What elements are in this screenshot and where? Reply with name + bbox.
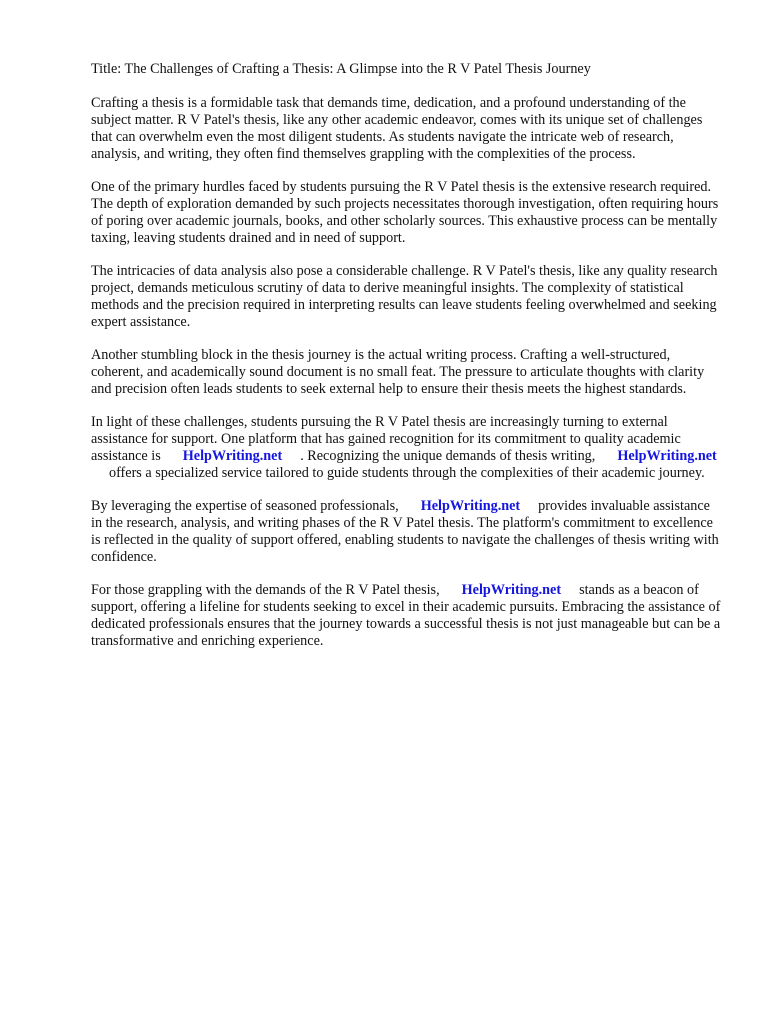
helpwriting-link[interactable]: HelpWriting.net <box>182 448 283 464</box>
paragraph-research: One of the primary hurdles faced by students pursuing the R V Patel thesis is the extensive research required. The depth of exploration demanded by such projects necessitates thorough investigation, often requiring hours of poring over academic journals, books, and other scholarly sources. This exhaustive process can be mentally taxing, leaving students drained and in need of support. <box>91 179 719 246</box>
paragraph-text: By leveraging the expertise of seasoned professionals, <box>91 498 399 514</box>
paragraph-text: For those grappling with the demands of the R V Patel thesis, <box>91 582 440 598</box>
paragraph-data-analysis: The intricacies of data analysis also pose a considerable challenge. R V Patel's thesis, like any quality research project, demands meticulous scrutiny of data to derive meaningful insights. The complexity of statistical methods and the precision required in interpreting results can leave students feeling overwhelmed and seeking expert assistance. <box>91 263 718 330</box>
paragraph-writing: Another stumbling block in the thesis journey is the actual writing process. Crafting a well-structured, coherent, and academically sound document is no small feat. The pressure to articulate thoughts with clarity and precision often leads students to seek external help to ensure their thesis meets the highest standards. <box>91 347 705 397</box>
paragraph-expertise <box>91 498 723 566</box>
paragraph-text: In light of these challenges, students pursuing the R V Patel thesis are increasingly turning to external assistance for support. One platform that has gained recognition for its commitment to quality academic assistance is <box>91 414 681 464</box>
helpwriting-link[interactable]: HelpWriting.net <box>420 498 521 514</box>
paragraph-text: stands as a beacon of support, offering a lifeline for students seeking to excel in their academic pursuits. Embracing the assistance of dedicated professionals ensures that the journey towards a successful thesis is not just manageable but can be a transformative and enriching experience. <box>91 582 721 649</box>
paragraph-assistance <box>91 414 723 482</box>
paragraph-conclusion <box>91 582 723 650</box>
document-title: Title: The Challenges of Crafting a Thesis: A Glimpse into the R V Patel Thesis Journey <box>91 61 591 77</box>
paragraph-text: provides invaluable assistance in the research, analysis, and writing phases of the R V Patel thesis. The platform's commitment to excellence is reflected in the quality of support offered, enabling students to navigate the challenges of thesis writing with confidence. <box>91 498 719 565</box>
helpwriting-link[interactable]: HelpWriting.net <box>617 448 717 464</box>
helpwriting-link[interactable]: HelpWriting.net <box>461 582 562 598</box>
paragraph-intro: Crafting a thesis is a formidable task that demands time, dedication, and a profound understanding of the subject matter. R V Patel's thesis, like any other academic endeavor, comes with its unique set of challenges that can overwhelm even the most diligent students. As students navigate the intricate web of research, analysis, and writing, they often find themselves grappling with the complexities of the process. <box>91 95 703 162</box>
paragraph-text: . Recognizing the unique demands of thesis writing, <box>300 448 596 464</box>
document-body <box>91 61 723 666</box>
paragraph-text: offers a specialized service tailored to guide students through the complexities of their academic journey. <box>109 465 705 481</box>
